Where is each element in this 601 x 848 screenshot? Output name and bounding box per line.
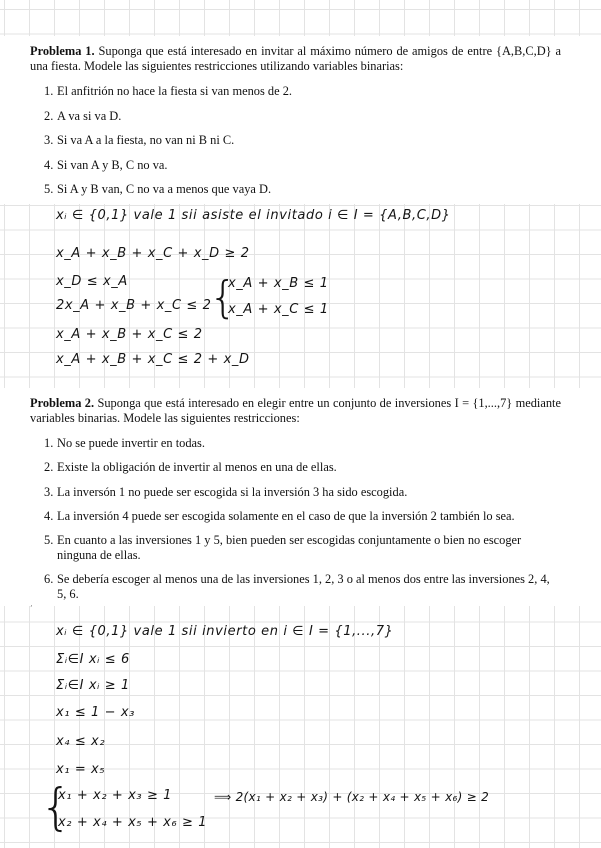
hw2-brace-bottom: x₂ + x₄ + x₅ + x₆ ≥ 1 bbox=[58, 815, 208, 830]
item-number: 2. bbox=[44, 108, 54, 123]
problem-1-title bbox=[30, 44, 561, 74]
problem-1-item bbox=[30, 158, 561, 173]
item-text: Si A y B van, C no va a menos que vaya D. bbox=[57, 182, 272, 197]
item-number: 4. bbox=[44, 508, 54, 523]
item-number: 1. bbox=[44, 84, 54, 98]
hw1-constraint-1: x_A + x_B + x_C + x_D ≥ 2 bbox=[56, 246, 250, 261]
item-text: Si va A a la fiesta, no van ni B ni C. bbox=[57, 133, 235, 148]
problem-1-item bbox=[30, 182, 561, 197]
item-text: Existe la obligación de invertir al menos en una de ellas. bbox=[57, 460, 337, 475]
hw2-constraint-1: Σᵢ∈I xᵢ ≤ 6 bbox=[56, 652, 130, 667]
hw2-variable-definition: xᵢ ∈ {0,1} vale 1 sii invierto en i ∈ I = {1,...,7} bbox=[56, 624, 394, 639]
hw1-constraint-5: x_A + x_B + x_C ≤ 2 + x_D bbox=[56, 352, 250, 367]
hw1-variable-definition: xᵢ ∈ {0,1} vale 1 sii asiste el invitado i ∈ I = {A,B,C,D} bbox=[56, 208, 451, 223]
item-text: El anfitrión no hace la fiesta si van menos de 2. bbox=[57, 84, 293, 98]
item-text: Se debería escoger al menos una de las inversiones 1, 2, 3 o al menos dos entre las inversiones 2, 4, 5, 6. bbox=[57, 572, 550, 602]
hw1-constraint-2: x_D ≤ x_A bbox=[56, 274, 128, 289]
item-number: 5. bbox=[44, 182, 54, 197]
problem-1-item bbox=[30, 84, 561, 99]
hw1-brace: { bbox=[209, 272, 237, 323]
item-number: 6. bbox=[44, 572, 54, 587]
problem-2-item bbox=[30, 485, 561, 500]
hw1-constraint-3: 2x_A + x_B + x_C ≤ 2 bbox=[56, 298, 212, 313]
hw1-brace-top: x_A + x_B ≤ 1 bbox=[228, 276, 329, 291]
problem-1-item bbox=[30, 133, 561, 148]
problem-1-statement bbox=[0, 36, 601, 204]
problem-2-item bbox=[30, 460, 561, 475]
item-text: No se puede invertir en todas. bbox=[57, 436, 205, 450]
hw2-constraint-4: x₄ ≤ x₂ bbox=[56, 734, 106, 749]
problem-2-item bbox=[30, 533, 561, 563]
problem-2-text: Suponga que está interesado en elegir entre un conjunto de inversiones I = {1,...,7} mediante variables binarias. Modele las siguientes restricciones: bbox=[30, 396, 562, 425]
item-text: Si van A y B, C no va. bbox=[57, 157, 168, 172]
problem-2-item bbox=[30, 436, 561, 451]
item-text: La inversón 1 no puede ser escogida si la inversión 3 ha sido escogida. bbox=[57, 484, 408, 499]
problem-2-list bbox=[30, 436, 561, 602]
hw2-brace-top: x₁ + x₂ + x₃ ≥ 1 bbox=[58, 788, 173, 803]
item-number: 3. bbox=[44, 133, 54, 148]
problem-1-text: Suponga que está interesado en invitar al máximo número de amigos de entre {A,B,C,D} a una fiesta. Modele las siguientes restricciones utilizando variables binarias: bbox=[30, 44, 562, 73]
hw1-constraint-4: x_A + x_B + x_C ≤ 2 bbox=[56, 327, 203, 342]
problem-2-label: Problema 2. bbox=[30, 396, 95, 410]
item-number: 1. bbox=[44, 436, 54, 450]
item-number: 4. bbox=[44, 157, 54, 172]
hw2-brace: { bbox=[40, 778, 72, 836]
item-number: 5. bbox=[44, 533, 54, 548]
item-text: A va si va D. bbox=[57, 108, 122, 123]
item-number: 3. bbox=[44, 484, 54, 499]
hw2-constraint-3: x₁ ≤ 1 − x₃ bbox=[56, 705, 135, 720]
item-text: La inversión 4 puede ser escogida solamente en el caso de que la inversión 2 también lo sea. bbox=[57, 508, 515, 523]
hw1-brace-bottom: x_A + x_C ≤ 1 bbox=[228, 302, 329, 317]
problem-2-item bbox=[30, 509, 561, 524]
problem-2-statement bbox=[0, 388, 601, 606]
problem-1-label: Problema 1. bbox=[30, 44, 95, 58]
problem-2-title bbox=[30, 396, 561, 426]
problem-2-item bbox=[30, 572, 561, 602]
hw2-constraint-5: x₁ = x₅ bbox=[56, 762, 106, 777]
hw2-implication: ⟹ 2(x₁ + x₂ + x₃) + (x₂ + x₄ + x₅ + x₆) ≥ 2 bbox=[214, 790, 490, 804]
hw2-constraint-2: Σᵢ∈I xᵢ ≥ 1 bbox=[56, 678, 130, 693]
problem-1-list bbox=[30, 84, 561, 197]
problem-1-item bbox=[30, 109, 561, 124]
margin-mark: ’ bbox=[30, 604, 33, 613]
item-text: En cuanto a las inversiones 1 y 5, bien pueden ser escogidas conjuntamente o bien no escoger ninguna de ellas. bbox=[57, 533, 522, 563]
item-number: 2. bbox=[44, 460, 54, 475]
